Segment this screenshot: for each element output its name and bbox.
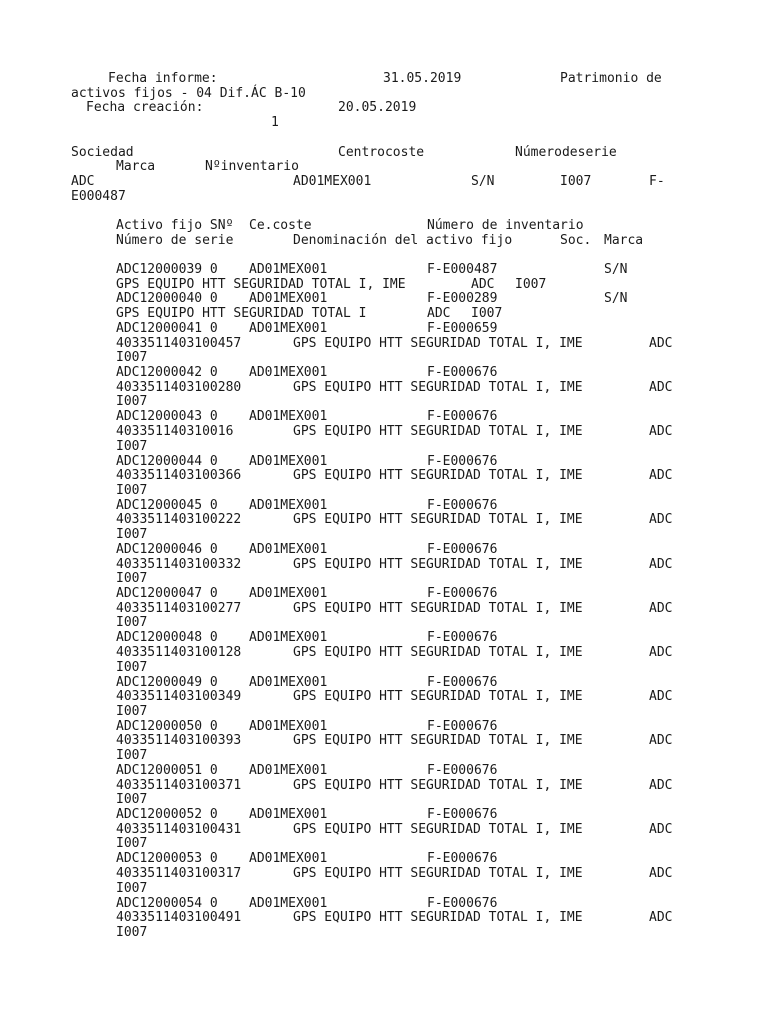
row-serie: 4033511403100280 xyxy=(116,379,242,395)
row-serie: 4033511403100371 xyxy=(116,777,242,793)
row-cecoste: AD01MEX001 xyxy=(249,586,328,602)
inventario-value: F- xyxy=(649,174,665,189)
row-marca: I007 xyxy=(116,924,148,940)
row-serie: S/N xyxy=(604,291,628,306)
row-denominacion: GPS EQUIPO HTT SEGURIDAD TOTAL I, IME xyxy=(116,277,406,292)
row-activo: ADC12000043 0 xyxy=(116,409,218,425)
col-numero-serie: Número de serie xyxy=(116,233,234,248)
row-soc: ADC xyxy=(649,821,673,837)
row-denominacion: GPS EQUIPO HTT SEGURIDAD TOTAL I, IME xyxy=(293,468,583,484)
col-soc: Soc. xyxy=(560,233,592,248)
row-inventario: F-E000487 xyxy=(427,262,498,277)
row-cecoste: AD01MEX001 xyxy=(249,895,328,911)
row-activo: ADC12000045 0 xyxy=(116,497,218,513)
report-title-part2: activos fijos - 04 Dif.ÁC B-10 xyxy=(71,86,306,101)
fecha-creacion-label: Fecha creación: xyxy=(86,100,204,115)
row-soc: ADC xyxy=(649,645,673,660)
row-denominacion: GPS EQUIPO HTT SEGURIDAD TOTAL I, IME xyxy=(293,821,583,837)
row-serie: 4033511403100457 xyxy=(116,335,242,351)
row-activo: ADC12000040 0 xyxy=(116,291,218,306)
col-numero-inventario: Número de inventario xyxy=(427,218,584,233)
row-inventario: F-E000676 xyxy=(427,807,498,823)
row-soc: ADC xyxy=(649,600,673,616)
row-denominacion: GPS EQUIPO HTT SEGURIDAD TOTAL I, IME xyxy=(293,424,583,439)
row-activo: ADC12000041 0 xyxy=(116,321,218,336)
row-serie: 4033511403100222 xyxy=(116,512,242,528)
row-cecoste: AD01MEX001 xyxy=(249,365,328,381)
row-denominacion: GPS EQUIPO HTT SEGURIDAD TOTAL I, IME xyxy=(293,556,583,572)
row-marca: I007 xyxy=(116,571,148,587)
row-cecoste: AD01MEX001 xyxy=(249,542,328,557)
row-soc: ADC xyxy=(649,910,673,926)
row-serie: 4033511403100349 xyxy=(116,689,242,705)
row-activo: ADC12000048 0 xyxy=(116,630,218,646)
centrocoste-value: AD01MEX001 xyxy=(293,174,372,189)
row-marca: I007 xyxy=(116,792,148,808)
row-denominacion: GPS EQUIPO HTT SEGURIDAD TOTAL I, IME xyxy=(293,335,583,351)
row-marca: I007 xyxy=(515,277,547,292)
row-soc: ADC xyxy=(649,777,673,793)
row-inventario: F-E000676 xyxy=(427,895,498,911)
row-inventario: F-E000676 xyxy=(427,763,498,778)
row-marca: I007 xyxy=(116,880,148,896)
inventario-value-wrap: E000487 xyxy=(71,189,126,204)
row-soc: ADC xyxy=(649,379,673,395)
row-serie: 4033511403100128 xyxy=(116,645,242,660)
col-denominacion: Denominación del activo fijo xyxy=(293,233,513,248)
row-inventario: F-E000676 xyxy=(427,365,498,381)
col-activo-fijo: Activo fijo SNº xyxy=(116,218,234,233)
row-cecoste: AD01MEX001 xyxy=(249,718,328,734)
row-cecoste: AD01MEX001 xyxy=(249,262,328,277)
row-denominacion: GPS EQUIPO HTT SEGURIDAD TOTAL I xyxy=(116,306,367,321)
row-activo: ADC12000042 0 xyxy=(116,365,218,381)
row-activo: ADC12000044 0 xyxy=(116,453,218,469)
row-serie: 4033511403100491 xyxy=(116,910,242,926)
row-activo: ADC12000050 0 xyxy=(116,718,218,734)
row-cecoste: AD01MEX001 xyxy=(249,453,328,469)
row-inventario: F-E000676 xyxy=(427,630,498,646)
row-serie: 4033511403100332 xyxy=(116,556,242,572)
row-soc: ADC xyxy=(649,866,673,881)
row-denominacion: GPS EQUIPO HTT SEGURIDAD TOTAL I, IME xyxy=(293,866,583,881)
row-soc: ADC xyxy=(649,733,673,749)
fecha-informe-value: 31.05.2019 xyxy=(383,71,462,86)
row-denominacion: GPS EQUIPO HTT SEGURIDAD TOTAL I, IME xyxy=(293,733,583,749)
row-inventario: F-E000676 xyxy=(427,586,498,602)
row-marca: I007 xyxy=(116,394,148,410)
row-denominacion: GPS EQUIPO HTT SEGURIDAD TOTAL I, IME xyxy=(293,777,583,793)
row-denominacion: GPS EQUIPO HTT SEGURIDAD TOTAL I, IME xyxy=(293,512,583,528)
row-soc: ADC xyxy=(649,689,673,705)
sociedad-value: ADC xyxy=(71,174,95,189)
row-soc: ADC xyxy=(649,512,673,528)
row-cecoste: AD01MEX001 xyxy=(249,674,328,690)
row-cecoste: AD01MEX001 xyxy=(249,291,328,306)
row-cecoste: AD01MEX001 xyxy=(249,630,328,646)
marca-value: I007 xyxy=(560,174,592,189)
row-marca: I007 xyxy=(116,659,148,675)
row-activo: ADC12000049 0 xyxy=(116,674,218,690)
fecha-informe-label: Fecha informe: xyxy=(108,71,218,86)
report-title-part1: Patrimonio de xyxy=(560,71,662,86)
row-inventario: F-E000676 xyxy=(427,409,498,425)
row-marca: I007 xyxy=(471,306,503,321)
row-activo: ADC12000051 0 xyxy=(116,763,218,778)
row-serie: 4033511403100317 xyxy=(116,866,242,881)
row-cecoste: AD01MEX001 xyxy=(249,763,328,778)
row-denominacion: GPS EQUIPO HTT SEGURIDAD TOTAL I, IME xyxy=(293,689,583,705)
row-marca: I007 xyxy=(116,482,148,498)
row-denominacion: GPS EQUIPO HTT SEGURIDAD TOTAL I, IME xyxy=(293,910,583,926)
row-cecoste: AD01MEX001 xyxy=(249,409,328,425)
row-serie: 4033511403100393 xyxy=(116,733,242,749)
row-soc: ADC xyxy=(649,556,673,572)
marca-label: Marca xyxy=(116,159,156,174)
row-cecoste: AD01MEX001 xyxy=(249,497,328,513)
row-serie: S/N xyxy=(604,262,628,277)
row-serie: 4033511403100366 xyxy=(116,468,242,484)
row-marca: I007 xyxy=(116,438,148,454)
row-activo: ADC12000047 0 xyxy=(116,586,218,602)
row-cecoste: AD01MEX001 xyxy=(249,807,328,823)
row-soc: ADC xyxy=(427,306,451,321)
row-cecoste: AD01MEX001 xyxy=(249,321,328,336)
serie-value: S/N xyxy=(471,174,495,189)
row-soc: ADC xyxy=(649,468,673,484)
row-activo: ADC12000039 0 xyxy=(116,262,218,277)
row-soc: ADC xyxy=(649,424,673,439)
row-soc: ADC xyxy=(649,335,673,351)
row-inventario: F-E000676 xyxy=(427,542,498,557)
row-inventario: F-E000676 xyxy=(427,497,498,513)
ninventario-label: Nºinventario xyxy=(205,159,299,174)
centrocoste-label: Centrocoste xyxy=(338,145,425,160)
row-marca: I007 xyxy=(116,748,148,763)
row-denominacion: GPS EQUIPO HTT SEGURIDAD TOTAL I, IME xyxy=(293,379,583,395)
row-denominacion: GPS EQUIPO HTT SEGURIDAD TOTAL I, IME xyxy=(293,600,583,616)
row-activo: ADC12000052 0 xyxy=(116,807,218,823)
row-activo: ADC12000053 0 xyxy=(116,851,218,867)
row-cecoste: AD01MEX001 xyxy=(249,851,328,867)
row-inventario: F-E000676 xyxy=(427,674,498,690)
fecha-creacion-value: 20.05.2019 xyxy=(338,100,417,115)
row-denominacion: GPS EQUIPO HTT SEGURIDAD TOTAL I, IME xyxy=(293,645,583,660)
row-marca: I007 xyxy=(116,527,148,542)
row-activo: ADC12000046 0 xyxy=(116,542,218,557)
row-soc: ADC xyxy=(471,277,495,292)
row-serie: 4033511403100277 xyxy=(116,600,242,616)
row-activo: ADC12000054 0 xyxy=(116,895,218,911)
row-marca: I007 xyxy=(116,703,148,719)
row-inventario: F-E000676 xyxy=(427,718,498,734)
numerodeserie-label: Númerodeserie xyxy=(515,145,617,160)
row-inventario: F-E000659 xyxy=(427,321,498,336)
row-marca: I007 xyxy=(116,615,148,631)
row-serie: 403351140310016 xyxy=(116,424,234,439)
row-marca: I007 xyxy=(116,836,148,852)
col-marca: Marca xyxy=(604,233,644,248)
page-number: 1 xyxy=(271,115,279,130)
col-ce-coste: Ce.coste xyxy=(249,218,312,233)
row-marca: I007 xyxy=(116,350,148,366)
row-inventario: F-E000676 xyxy=(427,453,498,469)
row-inventario: F-E000289 xyxy=(427,291,498,306)
sociedad-label: Sociedad xyxy=(71,145,134,160)
row-inventario: F-E000676 xyxy=(427,851,498,867)
row-serie: 4033511403100431 xyxy=(116,821,242,837)
